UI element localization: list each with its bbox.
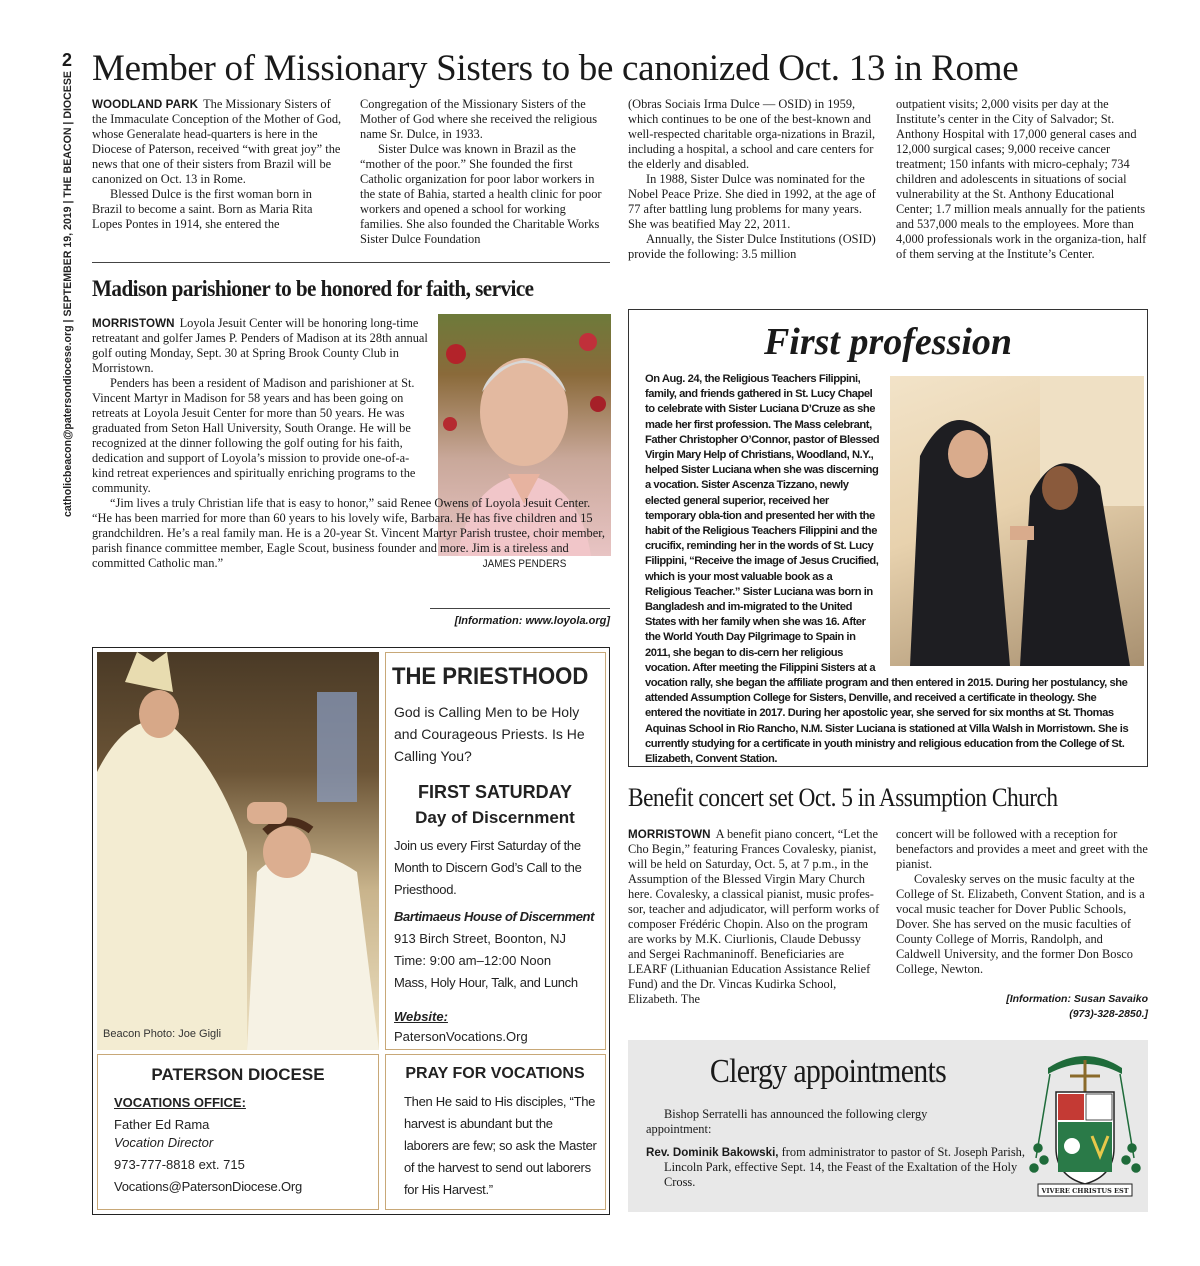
dateline: WOODLAND PARK [92, 98, 199, 111]
website-label: Website: [394, 1009, 448, 1024]
divider [92, 262, 610, 263]
director-name: Father Ed Rama [114, 1117, 210, 1132]
first-profession-box [628, 309, 1148, 767]
headline-canonization: Member of Missionary Sisters to be canonized Oct. 13 in Rome [92, 48, 1019, 89]
diocese-panel [97, 1054, 379, 1210]
photo-credit: Beacon Photo: Joe Gigli [103, 1028, 222, 1040]
dateline: MORRISTOWN [628, 828, 711, 841]
event-program: Mass, Holy Hour, Talk, and Lunch [394, 975, 578, 990]
paragraph: Blessed Dulce is the first woman born in Brazil to become a saint. Born as Maria Rita Lopes Pontes in 1914, she entered the [92, 187, 313, 231]
dateline: MORRISTOWN [92, 317, 175, 330]
page-number: 2 [62, 50, 73, 70]
paragraph: “Jim lives a truly Christian life that is easy to honor,” said Renee Owens of Loyola Jesuit Center. “He has been married for more than 60 years to his lovely wife, Barbara. He has five children and 15 grandchildren. He’s a real family man. He is a 20-year St. Vincent Martyr Parish trustee, choir member, parish finance committee member, Eagle Scout, business founder and more. Jim is a tireless and committed Catholic man.” [92, 496, 605, 570]
event-time: Time: 9:00 am–12:00 Noon [394, 953, 552, 968]
paragraph: MORRISTOWN A benefit piano concert, “Let the Cho Begin,” featuring Frances Covalesky, pianist, will be held on Saturday, Oct. 5, at 7 p.m., in the Assumption of the Blessed Virgin Mary Church here. Covalesky, a classical pianist, music profes-sor, teacher and adjudicator, will perform works of composer Frédéric Chopin. Also on the program are works by M.K. Ciurlionis, Claude Debussy and Sergei Rachmaninoff. Beneficiaries are LEARF (Lithuanian Education Assistance Relief Fund) and the Dr. Vincas Kudirka School, Elizabeth. The [628, 827, 880, 1006]
paragraph: (Obras Sociais Irma Dulce — OSID) in 1959, which continues to be one of the best-known and well-respected charitable orga-nizations in Brazil, including a hospital, a school and care centers for the elderly and disabled. [628, 97, 876, 171]
priesthood-panel [385, 652, 606, 1050]
director-title: Vocation Director [114, 1135, 214, 1150]
clergy-intro: Bishop Serratelli has announced the following clergy appointment: [646, 1107, 928, 1136]
event-title: FIRST SATURDAY [417, 782, 572, 802]
priesthood-ad [92, 647, 610, 1215]
madison-body [92, 316, 428, 496]
bishop-coat-of-arms [1028, 1048, 1142, 1204]
profession-body: On Aug. 24, the Religious Teachers Filippini, family, and friends gathered in St. Lucy Chapel to celebrate with Sister Luciana D’Cruze as she made her first profession. The Mass celebrant, Father Christopher O’Connor, pastor of Blessed Virgin Mary Help of Christians, Woodland, N.Y., helped Sister Luciana when she was discerning a vocation. Sister Ascenza Tizzano, newly elected general superior, received her temporary obla-tion and presented her with the habit of the Religious Teachers Filippini and the crucifix, reminding her in the words of St. Lucy Filippini, “Receive the image of Jesus Crucified, which is your most valuable book as a Religious Teacher.” Sister Luciana was born in Bangladesh and im-migrated to the United States with her family when she was 16. After the World Youth Day Pilgrimage to Spain in 2011, she began to dis-cern her religious vocation. After meeting the Filippini Sisters at a vocation rally, she began the affiliate program and then entered in 2015. During her postulancy, she attended Assumption College for Sisters, Denville, and received a certificate in theology. She entered the novitiate in 2017. During her apostolic year, she served for six months at St. Thomas Aquinas School in Rio Rancho, N.M. Sister Luciana is stationed at Villa Walsh in Morristown. She is currently studying for a certificate in youth ministry and religious education from the College of St. Elizabeth, Convent Station. [645, 373, 1129, 766]
clergy-box [628, 1040, 1148, 1212]
headline-madison: Madison parishioner to be honored for faith, service [92, 276, 534, 301]
concert-info: [Information: Susan Savaiko (973)-328-2850.] [1006, 993, 1148, 1020]
ordination-illustration [97, 652, 379, 1050]
photo-caption: JAMES PENDERS [482, 558, 567, 570]
canonization-col3 [628, 97, 878, 262]
event-invite: Join us every First Saturday of the Month to Discern God’s Call to the Priesthood. [394, 838, 582, 897]
appointee-name: Rev. Dominik Bakowski, [646, 1146, 779, 1159]
ordination-photo [97, 652, 379, 1050]
office-label: VOCATIONS OFFICE: [114, 1095, 246, 1110]
house-name: Bartimaeus House of Discernment [394, 909, 594, 924]
masthead-text: catholicbeacon@patersondiocese.org | SEPTEMBER 19, 2019 | THE BEACON | DIOCESE [62, 71, 74, 518]
paragraph: In 1988, Sister Dulce was nominated for the Nobel Peace Prize. She died in 1992, at the age of 77 after battling lung problems for many years. She was beatified May 22, 2011. [628, 172, 876, 231]
pray-text: Then He said to His disciples, “The harvest is abundant but the laborers are few; so ask the Master of the harvest to send out laborers for His Harvest.” [404, 1094, 597, 1197]
paragraph: Sister Dulce was known in Brazil as the “mother of the poor.” She founded the first Catholic organization for poor labor workers in the state of Bahia, started a health clinic for poor workers and opened a school for working families. She also founded the Charitable Works Sister Dulce Foundation [360, 142, 602, 246]
clergy-appointment [646, 1145, 1026, 1190]
priesthood-tagline: God is Calling Men to be Holy and Courageous Priests. Is He Calling You? [394, 704, 585, 764]
paragraph: MORRISTOWN Loyola Jesuit Center will be honoring long-time retreatant and golfer James P. Penders of Madison at its 28th annual golf outing Monday, Sept. 30 at Spring Brook County Club in Morristown. [92, 316, 428, 375]
event-subtitle: Day of Discernment [415, 808, 575, 827]
paragraph: Annually, the Sister Dulce Institutions (OSID) provide the following: 3.5 million [628, 232, 876, 261]
house-address: 913 Birch Street, Boonton, NJ [394, 931, 566, 946]
paragraph: WOODLAND PARK The Missionary Sisters of the Immaculate Conception of the Mother of God, whose Generalate head-quarters is here in the Diocese of Paterson, received “with great joy” the news that one of their sisters from Brazil will be canonized on Oct. 13 in Rome. [92, 97, 342, 186]
first-profession-text [645, 372, 1135, 767]
paragraph: Covalesky serves on the music faculty at the College of St. Elizabeth, Convent Station, and is a vocal music teacher for Dover Public Schools, Dover. She has served on the music faculties of County College of Morris, Randolph, and Caldwell University, and the former Don Bosco College, Newton. [896, 872, 1145, 976]
paragraph: outpatient visits; 2,000 visits per day at the Institute’s center in the City of Salvador; St. Anthony Hospital with 17,000 general cases and 12,000 surgical cases; 9,000 receive cancer treatment; 150 infants with micro-cephaly; 734 children and adolescents in situations of social vulnerability at the St. Anthony Educational Center; 1.7 million meals annually for the patients and 537,000 meals to the employees. More than 4,000 professionals work in the organiza-tion, half of them serving at the Institute’s Center. [896, 97, 1147, 261]
pray-title: PRAY FOR VOCATIONS [405, 1065, 585, 1082]
paragraph: Penders has been a resident of Madison and parishioner at St. Vincent Martyr in Madison for 58 years and has been going on retreats at Loyola Jesuit Center for more than 50 years. He was graduated from Seton Hall University, South Orange. He will be recognized at the dinner following the golf outing for his faith, dedication and support of Loyola’s mission to provide one-of-a-kind retreat experiences and spiritually enriching programs to the community. [92, 376, 416, 495]
motto-text: VIVERE CHRISTUS EST [1041, 1187, 1129, 1195]
coat-of-arms-icon [1028, 1048, 1142, 1204]
paragraph: concert will be followed with a reception for benefactors and provides a meet and greet with the pianist. [896, 827, 1148, 871]
priesthood-title: THE PRIESTHOOD [392, 663, 589, 690]
concert-col1 [628, 827, 880, 1007]
canonization-col1 [92, 97, 342, 232]
madison-info: [Information: www.loyola.org] [454, 615, 610, 627]
first-profession-headline: First profession [763, 321, 1013, 363]
canonization-col2 [360, 97, 610, 247]
website-link[interactable]: PatersonVocations.Org [394, 1029, 528, 1044]
pray-panel [385, 1054, 606, 1210]
headline-concert: Benefit concert set Oct. 5 in Assumption Church [628, 783, 1058, 812]
canonization-col4 [896, 97, 1148, 262]
paragraph: Congregation of the Missionary Sisters of the Mother of God where she received the religious name Sr. Dulce, in 1933. [360, 97, 598, 141]
office-email[interactable]: Vocations@PatersonDiocese.Org [114, 1179, 303, 1194]
divider [430, 608, 610, 609]
masthead-vertical [59, 71, 77, 591]
office-phone: 973-777-8818 ext. 715 [114, 1157, 245, 1172]
concert-col2 [896, 827, 1148, 977]
appointment-detail: from administrator to pastor of St. Joseph Parish, Lincoln Park, effective Sept. 14, the Feast of the Exaltation of the Holy Cross. [664, 1145, 1025, 1189]
clergy-headline: Clergy appointments [709, 1053, 947, 1090]
diocese-title: PATERSON DIOCESE [151, 1065, 325, 1084]
text-wrap-spacer [880, 372, 1135, 666]
